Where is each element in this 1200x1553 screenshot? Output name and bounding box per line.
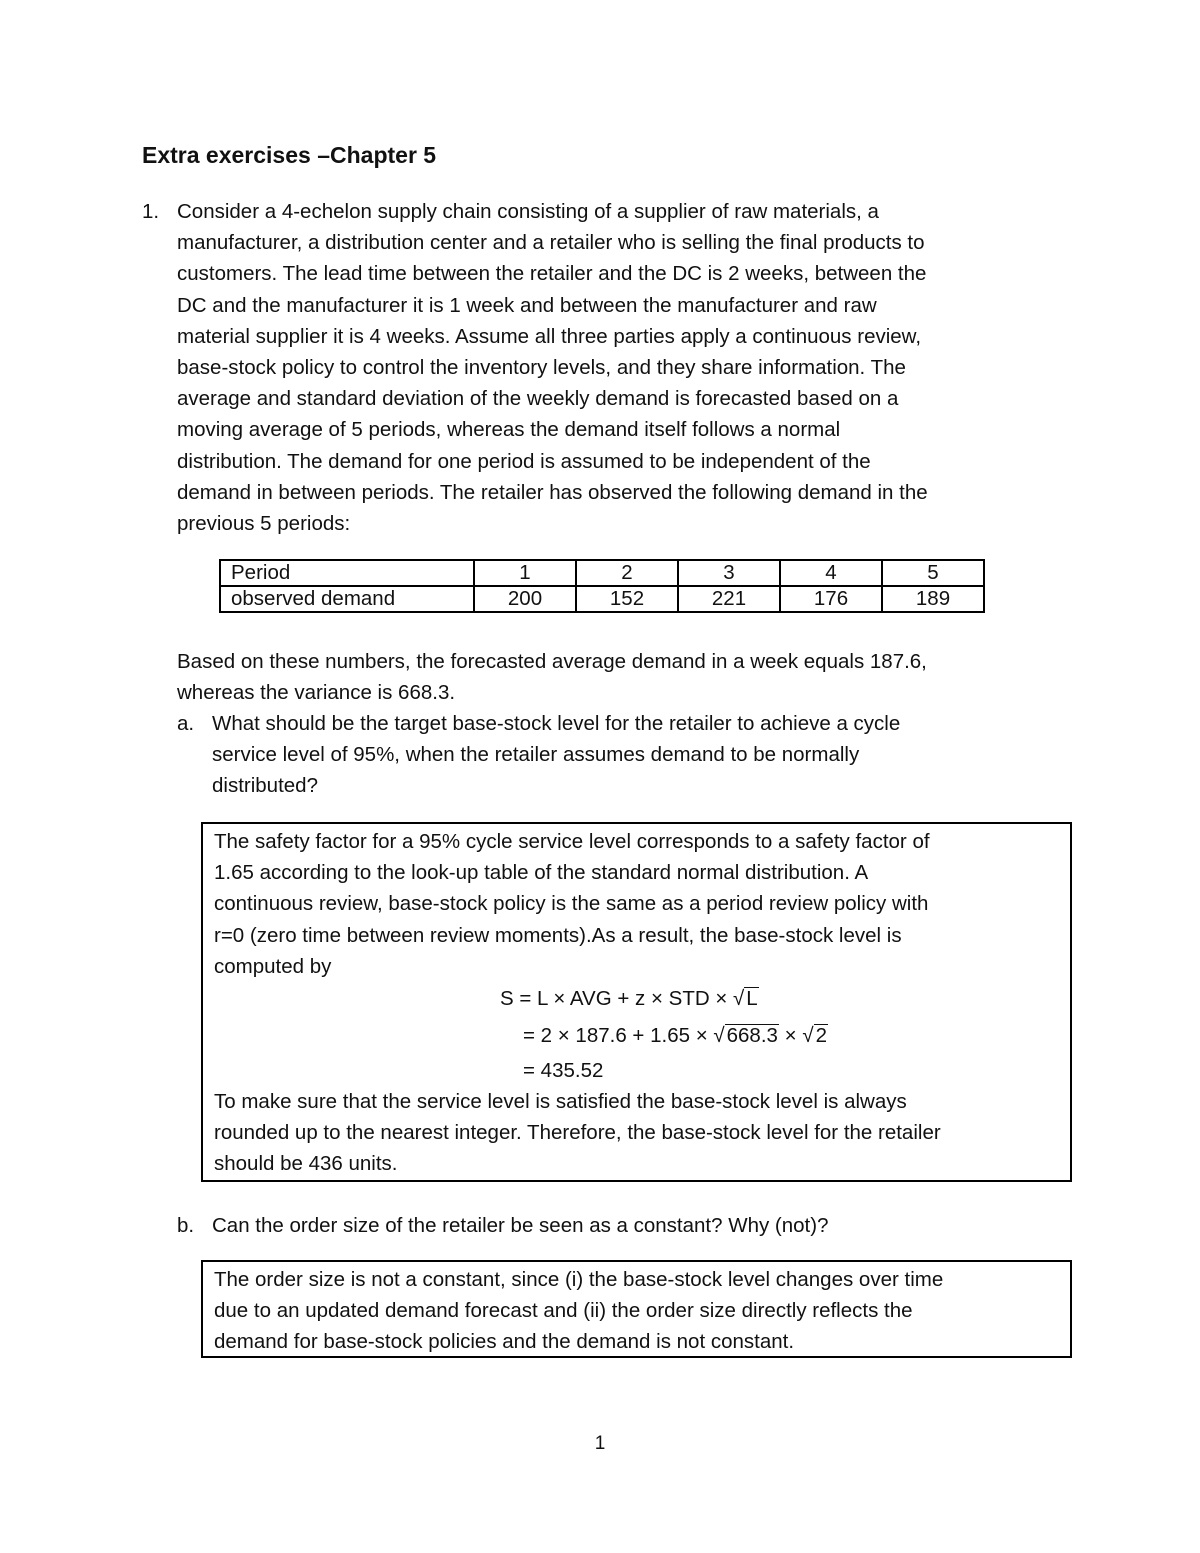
conclusion-line: should be 436 units.: [214, 1152, 398, 1176]
part-b-label: b.: [177, 1214, 195, 1237]
answer-line: computed by: [214, 954, 332, 978]
intro-line: manufacturer, a distribution center and a retailer who is selling the final products to: [177, 231, 925, 255]
answer-line: continuous review, base-stock policy is the same as a period review policy with: [214, 892, 929, 916]
intro-line: Consider a 4-echelon supply chain consisting of a supplier of raw materials, a: [177, 200, 879, 223]
question-number: 1.: [142, 200, 160, 223]
table-cell: observed demand: [220, 586, 474, 612]
formula-line-2: [523, 1024, 828, 1048]
question-line: Can the order size of the retailer be seen as a constant? Why (not)?: [212, 1214, 829, 1237]
formula-line-1: [500, 987, 759, 1011]
radicand: 2: [815, 1024, 827, 1047]
formula-line-3: = 435.52: [523, 1059, 604, 1082]
table-cell: 221: [678, 586, 780, 612]
radical-sign: √: [733, 987, 745, 1010]
table-cell: 152: [576, 586, 678, 612]
answer-line: demand for base-stock policies and the demand is not constant.: [214, 1330, 795, 1354]
intro-line: previous 5 periods:: [177, 512, 351, 536]
question-line: What should be the target base-stock level for the retailer to achieve a cycle: [212, 712, 901, 735]
table-cell: 5: [882, 560, 984, 586]
radical-sign: √: [713, 1024, 725, 1047]
answer-line: The order size is not a constant, since (i) the base-stock level changes over time: [214, 1268, 944, 1291]
table-row: [220, 586, 984, 612]
part-a-answer-box: [201, 822, 1072, 1182]
table-cell: 176: [780, 586, 882, 612]
answer-line: r=0 (zero time between review moments).As a result, the base-stock level is: [214, 923, 902, 947]
forecast-line: Based on these numbers, the forecasted average demand in a week equals 187.6,: [177, 650, 927, 673]
formula-text: S = L × AVG + z × STD ×: [500, 987, 734, 1010]
table-cell: 1: [474, 560, 576, 586]
formula-text: ×: [778, 1024, 803, 1047]
question-intro: [177, 196, 928, 539]
part-b-answer-box: [201, 1260, 1072, 1358]
intro-line: DC and the manufacturer it is 1 week and between the manufacturer and raw: [177, 293, 877, 317]
part-a-answer: [214, 826, 1070, 982]
answer-line: 1.65 according to the look-up table of the standard normal distribution. A: [214, 861, 869, 885]
intro-line: distribution. The demand for one period is assumed to be independent of the: [177, 449, 871, 473]
radicand: L: [746, 987, 758, 1010]
radicand: 668.3: [726, 1024, 778, 1047]
part-b-question: [212, 1210, 828, 1241]
part-a-question: [212, 708, 900, 802]
table-cell: 4: [780, 560, 882, 586]
page-number: 1: [594, 1433, 606, 1454]
question-line: service level of 95%, when the retailer assumes demand to be normally: [212, 743, 860, 767]
formula-text: = 2 × 187.6 + 1.65 ×: [523, 1024, 714, 1047]
part-b-answer: [214, 1264, 1070, 1358]
forecast-text: [177, 646, 927, 708]
question-line: distributed?: [212, 774, 318, 798]
conclusion-line: To make sure that the service level is satisfied the base-stock level is always: [214, 1090, 907, 1113]
forecast-line: whereas the variance is 668.3.: [177, 681, 456, 705]
table-cell: Period: [220, 560, 474, 586]
table-cell: 2: [576, 560, 678, 586]
conclusion-line: rounded up to the nearest integer. Therefore, the base-stock level for the retailer: [214, 1121, 941, 1145]
demand-table: [219, 559, 985, 613]
part-a-label: a.: [177, 712, 195, 735]
table-cell: 3: [678, 560, 780, 586]
radical-sign: √: [802, 1024, 814, 1047]
intro-line: moving average of 5 periods, whereas the demand itself follows a normal: [177, 418, 841, 442]
answer-line: due to an updated demand forecast and (ii) the order size directly reflects the: [214, 1299, 913, 1323]
intro-line: base-stock policy to control the inventory levels, and they share information. The: [177, 356, 906, 380]
table-cell: 189: [882, 586, 984, 612]
intro-line: demand in between periods. The retailer has observed the following demand in the: [177, 480, 928, 504]
part-a-conclusion: [214, 1086, 941, 1180]
intro-line: material supplier it is 4 weeks. Assume all three parties apply a continuous review,: [177, 324, 922, 348]
table-header-row: [220, 560, 984, 586]
page-title: Extra exercises –Chapter 5: [142, 142, 437, 168]
answer-line: The safety factor for a 95% cycle service level corresponds to a safety factor of: [214, 830, 930, 853]
intro-line: average and standard deviation of the weekly demand is forecasted based on a: [177, 387, 899, 411]
table-cell: 200: [474, 586, 576, 612]
intro-line: customers. The lead time between the retailer and the DC is 2 weeks, between the: [177, 262, 927, 286]
